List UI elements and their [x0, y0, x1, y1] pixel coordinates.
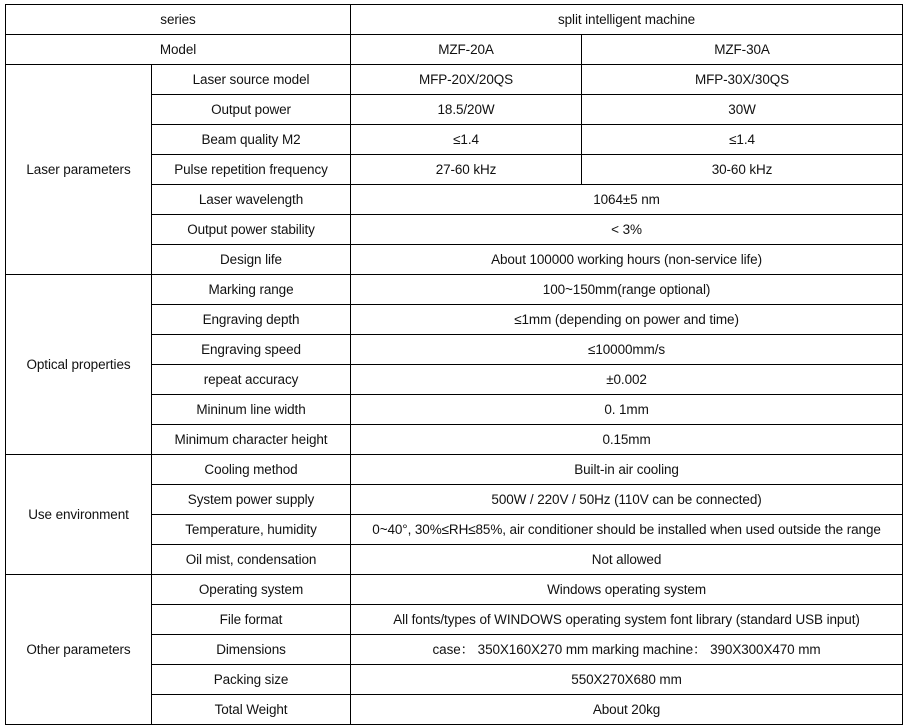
parameter-label: repeat accuracy — [152, 365, 351, 395]
series-header-label: series — [6, 5, 351, 35]
parameter-value: ≤1mm (depending on power and time) — [351, 305, 903, 335]
parameter-value-col2: 30W — [582, 95, 903, 125]
parameter-label: Total Weight — [152, 695, 351, 725]
table-row-series — [6, 5, 903, 35]
parameter-value: About 100000 working hours (non-service life) — [351, 245, 903, 275]
parameter-value: ±0.002 — [351, 365, 903, 395]
table-row — [6, 275, 903, 305]
parameter-label: System power supply — [152, 485, 351, 515]
parameter-value-col1: 18.5/20W — [351, 95, 582, 125]
group-label-optical-properties: Optical properties — [6, 275, 152, 455]
specification-table — [5, 4, 903, 725]
parameter-value: 500W / 220V / 50Hz (110V can be connected) — [351, 485, 903, 515]
parameter-value-col1: MFP-20X/20QS — [351, 65, 582, 95]
parameter-label: Operating system — [152, 575, 351, 605]
group-label-other-parameters: Other parameters — [6, 575, 152, 725]
machine-header-label: split intelligent machine — [351, 5, 903, 35]
parameter-label: Laser source model — [152, 65, 351, 95]
parameter-label: Design life — [152, 245, 351, 275]
parameter-value: 550X270X680 mm — [351, 665, 903, 695]
parameter-value: About 20kg — [351, 695, 903, 725]
parameter-value: 0. 1mm — [351, 395, 903, 425]
parameter-label: Output power stability — [152, 215, 351, 245]
parameter-label: Packing size — [152, 665, 351, 695]
parameter-label: Output power — [152, 95, 351, 125]
parameter-label: Cooling method — [152, 455, 351, 485]
table-row — [6, 575, 903, 605]
parameter-value: Windows operating system — [351, 575, 903, 605]
parameter-value-col2: 30-60 kHz — [582, 155, 903, 185]
parameter-value-col1: 27-60 kHz — [351, 155, 582, 185]
parameter-value: ≤10000mm/s — [351, 335, 903, 365]
parameter-label: Minimum character height — [152, 425, 351, 455]
parameter-label: Oil mist, condensation — [152, 545, 351, 575]
parameter-label: Marking range — [152, 275, 351, 305]
parameter-value-col1: ≤1.4 — [351, 125, 582, 155]
parameter-value: 1064±5 nm — [351, 185, 903, 215]
parameter-label: Pulse repetition frequency — [152, 155, 351, 185]
parameter-label: Laser wavelength — [152, 185, 351, 215]
parameter-label: Temperature, humidity — [152, 515, 351, 545]
model-row-label: Model — [6, 35, 351, 65]
parameter-value-col2: ≤1.4 — [582, 125, 903, 155]
table-row-model — [6, 35, 903, 65]
parameter-value: case： 350X160X270 mm marking machine： 390X300X470 mm — [351, 635, 903, 665]
parameter-value: < 3% — [351, 215, 903, 245]
table-row — [6, 65, 903, 95]
parameter-label: Engraving speed — [152, 335, 351, 365]
model-value-col2: MZF-30A — [582, 35, 903, 65]
parameter-value: 0~40°, 30%≤RH≤85%, air conditioner should be installed when used outside the range — [351, 515, 903, 545]
group-label-laser-parameters: Laser parameters — [6, 65, 152, 275]
table-row — [6, 455, 903, 485]
group-label-use-environment: Use environment — [6, 455, 152, 575]
parameter-value: Not allowed — [351, 545, 903, 575]
parameter-value: All fonts/types of WINDOWS operating system font library (standard USB input) — [351, 605, 903, 635]
parameter-label: Dimensions — [152, 635, 351, 665]
model-value-col1: MZF-20A — [351, 35, 582, 65]
parameter-label: File format — [152, 605, 351, 635]
parameter-label: Engraving depth — [152, 305, 351, 335]
parameter-label: Mininum line width — [152, 395, 351, 425]
parameter-value-col2: MFP-30X/30QS — [582, 65, 903, 95]
parameter-value: 100~150mm(range optional) — [351, 275, 903, 305]
parameter-value: Built-in air cooling — [351, 455, 903, 485]
parameter-value: 0.15mm — [351, 425, 903, 455]
parameter-label: Beam quality M2 — [152, 125, 351, 155]
